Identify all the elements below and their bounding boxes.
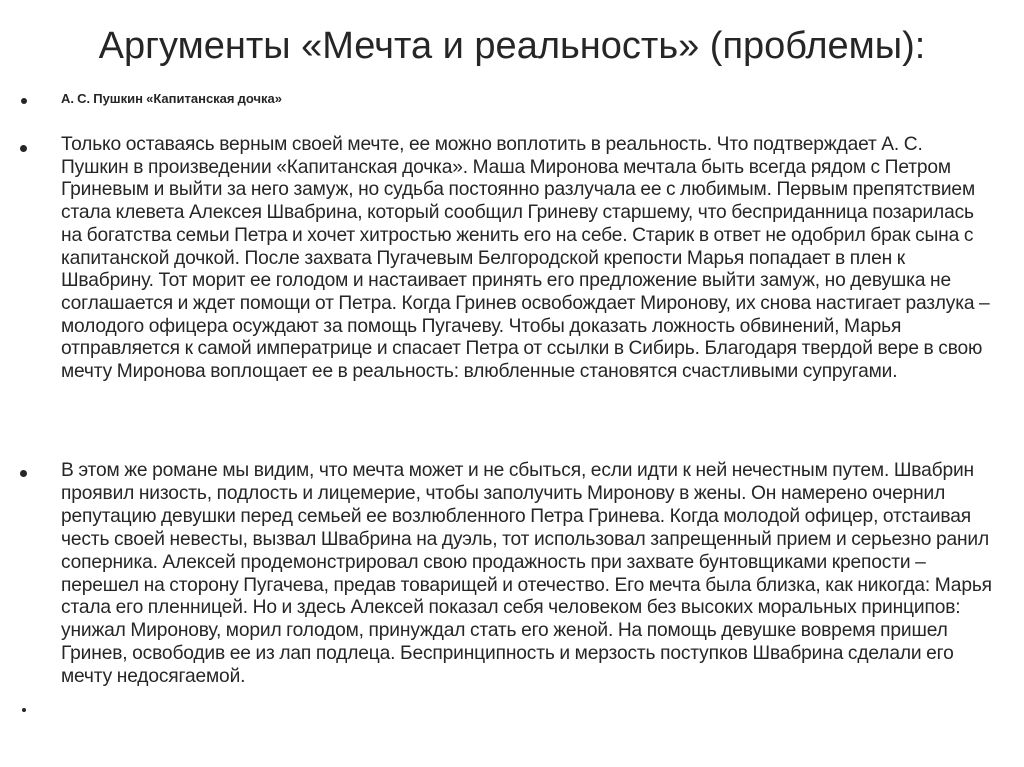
bullet-dot-icon — [21, 98, 27, 104]
bullet-dot-icon — [20, 470, 27, 477]
bullet-dot-icon — [20, 145, 27, 152]
bullet-text: Только оставаясь верным своей мечте, ее можно воплотить в реальность. Что подтверждает А. С. Пушкин в произведении «Капитанская дочка». Маша Миронова мечтала быть всегда рядом с Петром Гриневым и выйти за него замуж, но судьба постоянно разлучала ее с любимым. Первым препятствием стала клевета Алексея Швабрина, который сообщил Гриневу старшему, что бесприданница позарилась на богатства семьи Петра и хочет хитростью женить его на себе. Старик в ответ не одобрил брак сына с капитанской дочкой. После захвата Пугачевым Белгородской крепости Марья попадает в плен к Швабрину. Тот морит ее голодом и настаивает принять его предложение выйти замуж, но девушка не соглашается и ждет помощи от Петра. Когда Гринев освобождает Миронову, их снова настигает разлука – молодого офицера осуждают за помощь Пугачеву. Чтобы доказать ложность обвинений, Марья отправляется к самой императрице и спасает Петра от ссылки в Сибирь. Благодаря твердой вере в свою мечту Миронова воплощает ее в реальность: влюбленные становятся счастливыми супругами. — [61, 134, 990, 383]
bullet-text: В этом же романе мы видим, что мечта может и не сбыться, если идти к ней нечестным путем. Швабрин проявил низость, подлость и лицемерие, чтобы заполучить Миронову в жены. Он намерено очернил репутацию девушки перед семьей ее возлюбленного Петра Гринева. Когда молодой офицер, отстаивая честь своей невесты, вызвал Швабрина на дуэль, тот использовал запрещенный прием и серьезно ранил соперника. Алексей продемонстрировал свою продажность при захвате бунтовщиками крепости – перешел на сторону Пугачева, предав товарищей и отечество. Его мечта была близка, как никогда: Марья стала его пленницей. Но и здесь Алексей показал себя человеком без высоких моральных принципов: унижал Миронову, морил голодом, принуждал стать его женой. На помощь девушке вовремя пришел Гринев, освободив ее из лап подлеца. Беспринципность и мерзость поступков Швабрина сделали его мечту недосягаемой. — [61, 460, 992, 688]
slide-title: Аргументы «Мечта и реальность» (проблемы): — [98, 25, 926, 67]
bullet-dot-icon — [22, 708, 26, 712]
bullet-text: А. С. Пушкин «Капитанская дочка» — [61, 91, 282, 106]
